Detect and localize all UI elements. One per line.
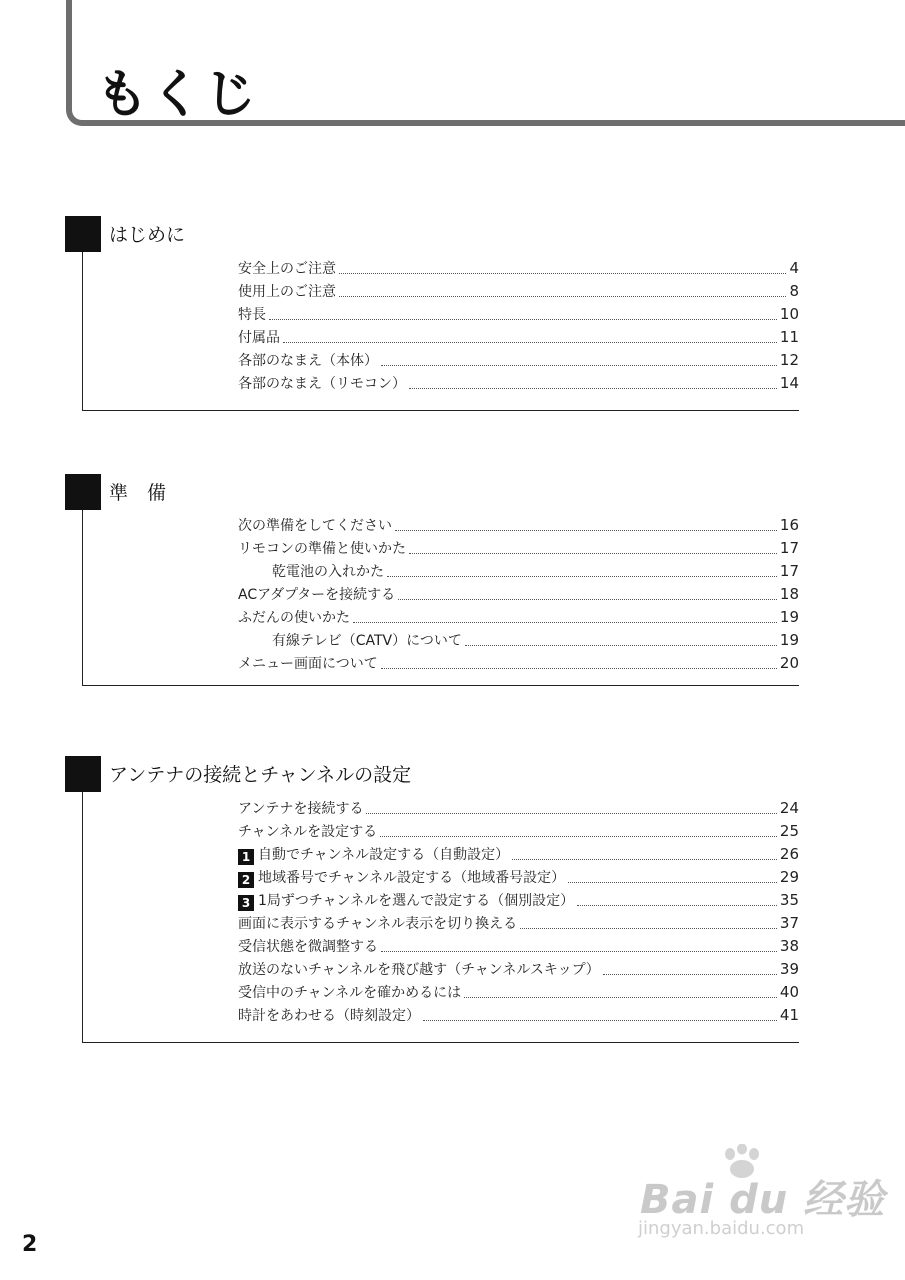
toc-entry-label: アンテナを接続する: [238, 801, 364, 817]
toc-entry-page: 37: [779, 914, 799, 932]
toc-entry-label: ACアダプターを接続する: [238, 587, 396, 603]
dot-leader: [381, 365, 777, 366]
section-marker: [65, 216, 101, 252]
toc-entry[interactable]: [238, 303, 799, 326]
dot-leader: [380, 836, 777, 837]
toc-entry-label: [238, 890, 574, 913]
section-marker: [65, 756, 101, 792]
dot-leader: [381, 668, 777, 669]
step-number-badge: 2: [238, 872, 254, 888]
toc-entry-page: 8: [789, 282, 799, 300]
toc-entry[interactable]: [238, 889, 799, 912]
toc-subentry[interactable]: [238, 560, 799, 583]
dot-leader: [387, 576, 777, 577]
toc-entry[interactable]: [238, 797, 799, 820]
toc-entry-label: 次の準備をしてください: [238, 518, 392, 534]
dot-leader: [423, 1020, 777, 1021]
toc-entry-page: 14: [779, 374, 799, 392]
toc-entry[interactable]: [238, 280, 799, 303]
toc-entry[interactable]: [238, 372, 799, 395]
watermark-logo: Bai du 经验: [640, 1177, 886, 1223]
dot-leader: [409, 388, 777, 389]
toc-entry-page: 17: [779, 539, 799, 557]
toc-subentry[interactable]: [238, 629, 799, 652]
section-title: アンテナの接続とチャンネルの設定: [109, 764, 412, 786]
toc-entry-page: 4: [789, 259, 799, 277]
step-number-badge: 1: [238, 849, 254, 865]
toc-entry-label: [238, 867, 565, 890]
toc-entry-label: ふだんの使いかた: [238, 610, 350, 626]
toc-entry-label: 乾電池の入れかた: [272, 564, 384, 580]
toc-entry[interactable]: [238, 514, 799, 537]
toc-entry-label: 使用上のご注意: [238, 284, 336, 300]
toc-entry[interactable]: [238, 537, 799, 560]
toc-entry[interactable]: [238, 912, 799, 935]
toc-entry[interactable]: [238, 606, 799, 629]
section-introduction: [82, 216, 799, 411]
dot-leader: [465, 645, 777, 646]
toc-entry[interactable]: [238, 583, 799, 606]
toc-entry-label: 特長: [238, 307, 266, 323]
dot-leader: [395, 530, 777, 531]
toc-entry-label: 受信状態を微調整する: [238, 939, 378, 955]
toc-entry[interactable]: [238, 326, 799, 349]
toc-entry[interactable]: [238, 958, 799, 981]
toc-entry[interactable]: [238, 866, 799, 889]
toc-entry[interactable]: [238, 1004, 799, 1027]
dot-leader: [568, 882, 777, 883]
toc-entry-text: 自動でチャンネル設定する（自動設定）: [258, 847, 510, 863]
page-title: もくじ: [96, 65, 259, 125]
toc-entry-text: 1局ずつチャンネルを選んで設定する（個別設定）: [258, 893, 575, 909]
toc-entry-page: 18: [779, 585, 799, 603]
toc-entry-page: 26: [779, 845, 799, 863]
watermark-url: jingyan.baidu.com: [638, 1218, 805, 1239]
section-title: はじめに: [109, 224, 186, 246]
dot-leader: [366, 813, 776, 814]
dot-leader: [464, 997, 777, 998]
toc-entry-label: リモコンの準備と使いかた: [238, 541, 406, 557]
section-antenna-channel-setup: [82, 756, 799, 1043]
toc-list: [238, 514, 799, 675]
section-preparation: [82, 474, 799, 686]
toc-entry-label: 有線テレビ（CATV）について: [272, 633, 462, 649]
dot-leader: [339, 296, 786, 297]
toc-entry-label: チャンネルを設定する: [238, 824, 378, 840]
toc-list: [238, 257, 799, 395]
toc-entry-page: 20: [779, 654, 799, 672]
section-title: 準 備: [109, 482, 167, 504]
dot-leader: [603, 974, 777, 975]
toc-entry-text: 地域番号でチャンネル設定する（地域番号設定）: [258, 870, 566, 886]
toc-entry-label: 受信中のチャンネルを確かめるには: [238, 985, 462, 1001]
dot-leader: [269, 319, 777, 320]
toc-entry-page: 25: [779, 822, 799, 840]
toc-entry-page: 24: [779, 799, 799, 817]
toc-entry-page: 41: [779, 1006, 799, 1024]
toc-entry-page: 12: [779, 351, 799, 369]
toc-entry[interactable]: [238, 843, 799, 866]
toc-entry[interactable]: [238, 935, 799, 958]
dot-leader: [283, 342, 777, 343]
toc-entry-page: 10: [779, 305, 799, 323]
toc-entry-page: 16: [779, 516, 799, 534]
toc-entry-label: [238, 844, 509, 867]
toc-entry-page: 39: [779, 960, 799, 978]
toc-entry-page: 17: [779, 562, 799, 580]
toc-entry[interactable]: [238, 652, 799, 675]
toc-entry-page: 11: [779, 328, 799, 346]
toc-entry-label: 各部のなまえ（本体）: [238, 353, 378, 369]
toc-entry[interactable]: [238, 981, 799, 1004]
toc-entry-label: 放送のないチャンネルを飛び越す（チャンネルスキップ）: [238, 962, 600, 978]
toc-entry-page: 40: [779, 983, 799, 1001]
baidu-watermark: [636, 1140, 886, 1260]
dot-leader: [520, 928, 777, 929]
page-number: 2: [22, 1232, 38, 1257]
dot-leader: [339, 273, 786, 274]
toc-entry-label: 各部のなまえ（リモコン）: [238, 376, 406, 392]
toc-entry-label: 時計をあわせる（時刻設定）: [238, 1008, 420, 1024]
toc-entry-label: 付属品: [238, 330, 280, 346]
toc-entry-page: 38: [779, 937, 799, 955]
dot-leader: [353, 622, 777, 623]
dot-leader: [409, 553, 777, 554]
dot-leader: [512, 859, 777, 860]
section-marker: [65, 474, 101, 510]
dot-leader: [381, 951, 777, 952]
toc-entry-label: 安全上のご注意: [238, 261, 336, 277]
step-number-badge: 3: [238, 895, 254, 911]
toc-entry-label: 画面に表示するチャンネル表示を切り換える: [238, 916, 518, 932]
toc-entry-page: 19: [779, 631, 799, 649]
toc-entry-label: メニュー画面について: [238, 656, 378, 672]
toc-entry[interactable]: [238, 257, 799, 280]
dot-leader: [577, 905, 777, 906]
toc-entry[interactable]: [238, 349, 799, 372]
dot-leader: [398, 599, 777, 600]
toc-entry-page: 19: [779, 608, 799, 626]
toc-entry-page: 35: [779, 891, 799, 909]
toc-entry-page: 29: [779, 868, 799, 886]
toc-entry[interactable]: [238, 820, 799, 843]
toc-list: [238, 797, 799, 1027]
